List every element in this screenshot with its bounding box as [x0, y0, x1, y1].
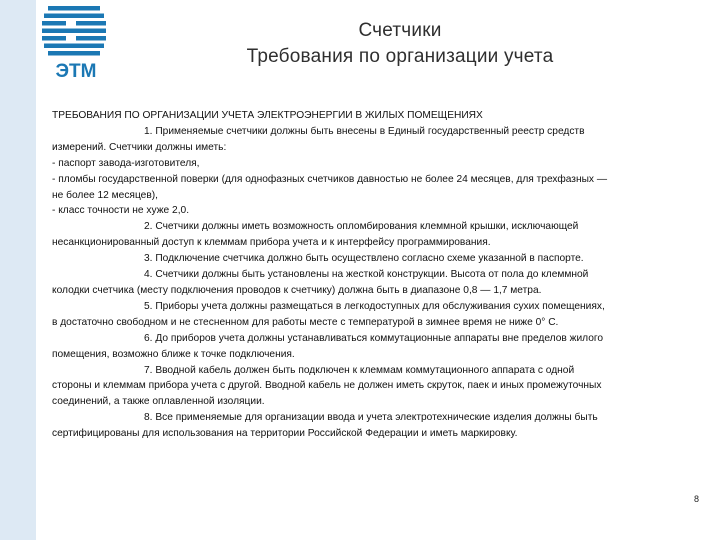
- requirements-heading: ТРЕБОВАНИЯ ПО ОРГАНИЗАЦИИ УЧЕТА ЭЛЕКТРОЭНЕРГИИ В ЖИЛЫХ ПОМЕЩЕНИЯХ: [52, 110, 483, 121]
- requirement-5: 5. Приборы учета должны размещаться в легкодоступных для обслуживания сухих помещениях, в достаточно свободном и не стесненном для работы месте с температурой в зимнее время не ниже 0° С.: [52, 300, 605, 328]
- requirement-4: 4. Счетчики должны быть установлены на жесткой конструкции. Высота от пола до клеммной колодки счетчика (месту подключения проводов к счетчику) должна быть в диапазоне 0,8 — 1,7 метра.: [52, 269, 589, 296]
- left-decorative-bar: [0, 0, 36, 540]
- logo-text: ЭТМ: [55, 61, 97, 82]
- requirement-6: 6. До приборов учета должны устанавливаться коммутационные аппараты вне пределов жилого помещения, возможно ближе к точке подключения.: [52, 332, 604, 360]
- requirement-1-item-a: - паспорт завода-изготовителя,: [52, 157, 200, 169]
- requirements-text: [52, 108, 608, 442]
- requirement-1-item-b: - пломбы государственной поверки (для однофазных счетчиков давностью не более 24 месяцев, для трехфазных — не более 12 месяцев),: [52, 173, 608, 201]
- requirement-1-item-c: - класс точности не хуже 2,0.: [52, 205, 190, 217]
- etm-logo-icon: [40, 4, 112, 82]
- requirement-2: 2. Счетчики должны иметь возможность опломбирования клеммной крышки, исключающей несанкционированный доступ к клеммам прибора учета и к интерфейсу программирования.: [52, 221, 579, 249]
- requirement-3: 3. Подключение счетчика должно быть осуществлено согласно схеме указанной в паспорте.: [144, 253, 584, 265]
- requirement-7: 7. Вводной кабель должен быть подключен к клеммам коммутационного аппарата с одной стороны и клеммам прибора учета с другой. Вводной кабель не должен иметь скруток, паек и иных промежуточных соединений, а также оплавленной изоляции.: [52, 364, 602, 408]
- page-subtitle: Требования по организации учета: [246, 46, 554, 67]
- etm-logo: [40, 4, 112, 82]
- requirement-8: 8. Все применяемые для организации ввода и учета электротехнические изделия должны быть сертифицированы для использования на территории Российской Федерации и иметь маркировку.: [52, 412, 598, 440]
- page-title: Счетчики: [358, 20, 442, 41]
- requirement-1: 1. Применяемые счетчики должны быть внесены в Единый государственный реестр средств измерений. Счетчики должны иметь:: [52, 125, 585, 153]
- page-number: 8: [694, 494, 700, 504]
